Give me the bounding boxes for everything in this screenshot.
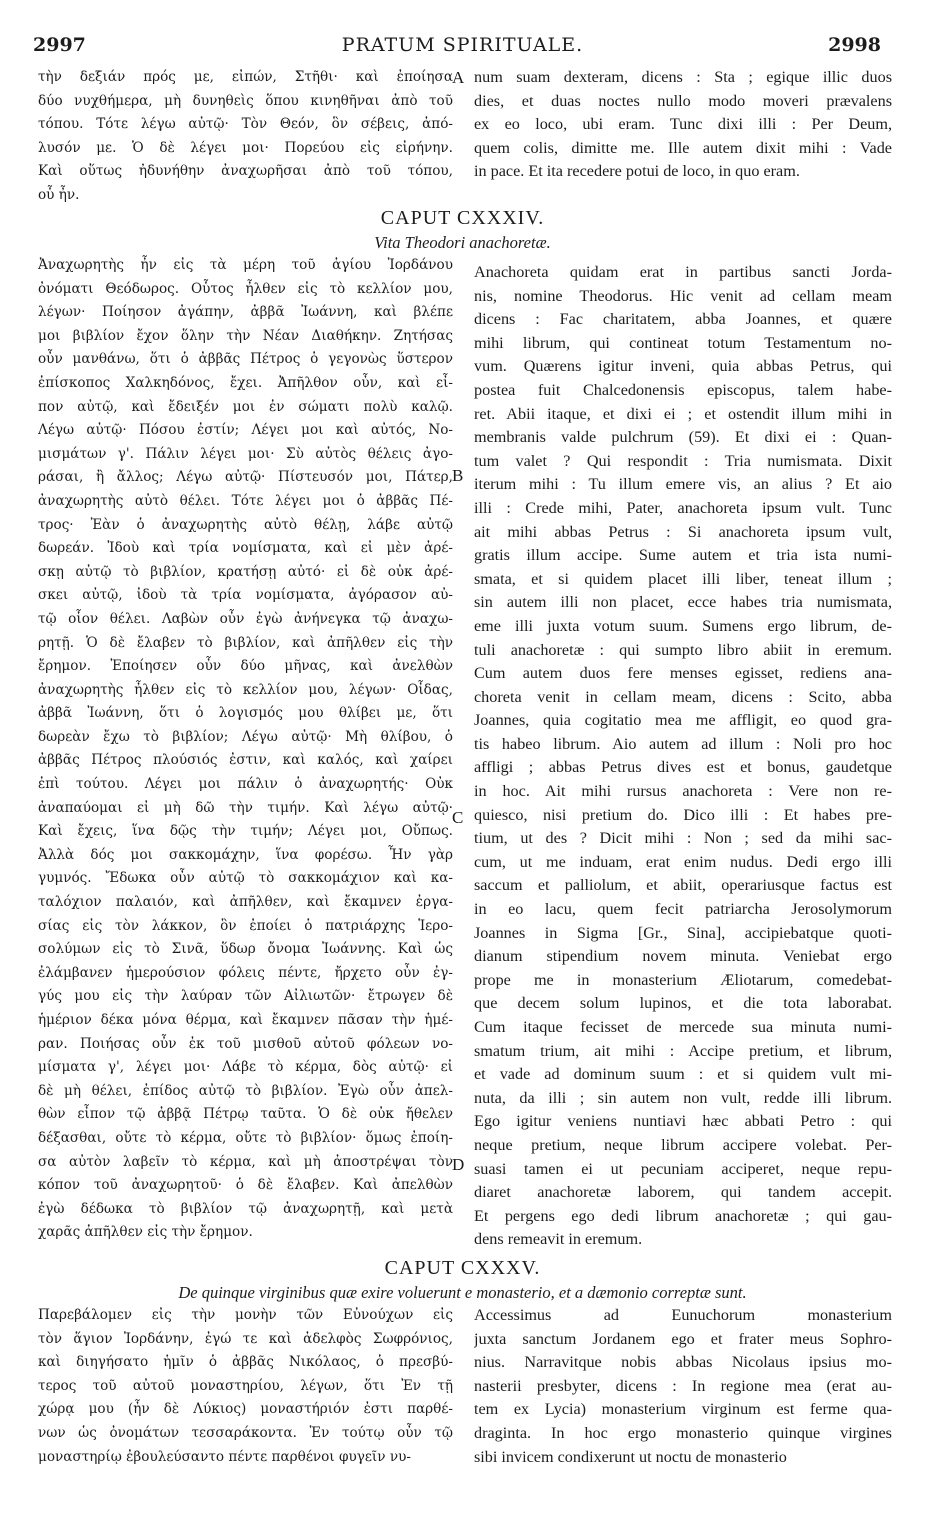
text-line: δωρεὰν ἔχω τὸ βιβλίον; Λέγω αὐτῷ· Μὴ θλίβου, ὁ [38,728,453,745]
text-line: δὲ μὴ θέλει, ἐπίδος αὐτῷ τὸ βιβλίον. Ἐγὼ οὖν ἀπελ- [38,1082,453,1099]
text-line: σα αὐτὸν λαβεῖν τὸ κέρμα, καὶ μὴ ἀποστρέψαι τὸν [38,1153,453,1170]
chapter-134-subtitle: Vita Theodori anachoretæ. [374,233,551,252]
chapter-135-greek-column [38,1304,453,1469]
text-line: ἔρημον. Ἐποίησεν οὖν δύο μῆνας, καὶ ἀνελθὼν [38,658,453,675]
text-line: τρος· Ἐὰν ὁ ἀναχωρητὴς αὐτὸ θέλῃ, λάβε αὐτῷ [38,516,453,533]
text-line: ait mihi abbas Petrus : Si anachoreta ipsum vult, [474,522,892,541]
text-line: Καὶ ἔχεις, ἵνα δῷς τὴν τιμήν; Λέγει μοι, Οὔπως. [38,823,453,840]
text-line: δύο νυχθήμερα, μὴ δυνηθεὶς ὅπου κινηθῆναι ἀπὸ τοῦ [38,92,453,109]
text-line: dens remeavit in eremum. [474,1230,643,1249]
text-line: sin autem illi non placet, ecce habes tria numismata, [474,593,892,612]
text-line: tium, ut des ? Dicit mihi : Non ; sed da mihi sac- [474,829,892,848]
margin-marker-a: A [452,68,465,87]
text-line: ἐπίσκοπος Χαλκηδόνος, ἔχει. Ἀπῆλθον οὖν, καὶ εἶ- [38,374,453,391]
top-latin-column [474,66,892,184]
text-line: λυσόν με. Ὁ δὲ λέγει μοι· Πορεύου εἰς εἰρήνην. [38,139,453,156]
text-line: nuta, da illi ; sin autem non vult, redde illi librum. [474,1088,892,1107]
text-line: δέξασθαι, οὔτε τὸ κέρμα, οὔτε τὸ βιβλίον· ὅμως ἐποίη- [38,1129,453,1146]
text-line: μίσματα γ', λέγει μοι· Λάβε τὸ κέρμα, δὸς αὐτῷ· εἰ [38,1059,453,1076]
text-line: Joannes in Sigma [Gr., Sina], accipiebatque quoti- [474,923,892,942]
text-line: ἐπὶ τούτου. Λέγει μοι πάλιν ὁ ἀναχωρητής· Οὐκ [38,776,453,793]
text-line: in eo lacu, quem fecit patriarcha Jerosolymorum [474,900,892,919]
text-line: affligi ; abbas Petrus dives est et bonus, gaudetque [474,758,892,777]
text-line: ἐλάμβανεν ἡμερούσιον φόλεις πέντε, ἤρχετο οὖν ἐγ- [38,964,453,981]
text-line: σολύμων εἰς τὸ Σινᾶ, ὕδωρ ὄνομα Ἰωάννης. Καὶ ὡς [38,941,453,958]
text-line: dicens : Fac charitatem, abba Joannes, et quære [474,310,892,329]
text-line: τὸν ἅγιον Ἰορδάνην, ἐγώ τε καὶ ἀδελφὸς Σωφρόνιος, [38,1330,453,1347]
page-number-right: 2998 [828,34,881,56]
text-line: ἀββᾶς Πέτρος πλούσιός ἐστιν, καὶ καλός, καὶ χαίρει [38,752,453,769]
text-line: ex eo loco, ubi eram. Tunc dixi illi : Per Deum, [474,115,892,134]
text-line: Ἀλλὰ δός μοι σακκομάχην, ἵνα φορέσω. Ἦν γὰρ [38,846,453,863]
text-line: μισμάτων γ'. Πάλιν λέγει μοι· Σὺ αὐτὸς θέλεις ἀγο- [38,445,453,462]
page-number-left: 2997 [33,34,86,56]
text-line: ἡμέριον δέκα μόνα θέρμα, καὶ ἔκαμνεν πᾶσαν τὴν ἡμέ- [38,1012,453,1028]
chapter-135-subtitle: De quinque virginibus quæ exire voluerunt e monasterio, et a dæmonio correptæ sunt. [178,1283,747,1302]
text-line: σίας εἰς τὸν λάκκον, ὃν ἐποίει ὁ πατριάρχης Ἱερο- [38,917,453,934]
text-line: πον αὐτῷ, καὶ ἔδειξέν μοι ἐν σώματι πολὺ καλῷ. [38,398,453,415]
text-line: δωρεάν. Ἰδοὺ καὶ τρία νομίσματα, καὶ εἰ μὲν ἀρέ- [38,540,453,557]
text-line: ραν. Ποιήσας οὖν ἐκ τοῦ μισθοῦ αὐτοῦ φόλεων νο- [38,1035,453,1052]
text-line: λέγων· Ποίησον ἀγάπην, ἀββᾶ Ἰωάννη, καὶ βλέπε [38,304,453,321]
text-line: ἐγὼ δέδωκα τὸ βιβλίον τῷ ἀναχωρητῇ, καὶ μετὰ [38,1200,453,1217]
text-line: Cum autem duos fere menses egisset, rediens ana- [474,664,892,683]
text-line: ἀναπαύομαι εἰ μὴ δῶ τὴν τιμήν. Καὶ λέγω αὐτῷ· [38,799,453,816]
text-line: τόπου. Τότε λέγω αὐτῷ· Τὸν Θεόν, ὃν σέβεις, ἀπό- [38,116,453,133]
text-line: καὶ διηγήσατο ἡμῖν ὁ ἀββᾶς Νικόλαος, ὁ πρεσβύ- [38,1354,453,1371]
text-line: ὀνόματι Θεόδωρος. Οὗτος ἦλθεν εἰς τὸ κελλίον μου, [38,280,453,297]
text-line: Παρεβάλομεν εἰς τὴν μονὴν τῶν Εὐνούχων εἰς [38,1307,453,1323]
text-line: tum valet ? Qui respondit : Tria numismata. Dixit [474,451,892,470]
text-line: membranis valde pulchrum (59). Et dixi ei : Quan- [474,428,892,447]
text-line: χώρᾳ μου (ἦν δὲ Λύκιος) μοναστήριόν ἐστι παρθέ- [38,1401,453,1418]
text-line: cum, ut me induam, erat enim nudus. Dedi ergo illi [474,852,892,871]
text-line: choreta venit in cellam meam, dicens : Scito, abba [474,687,892,706]
text-line: Ego igitur veniens nuntiavi hæc abbati Petro : qui [474,1112,892,1131]
text-line: σκει αὐτῷ, ἰδοὺ τὰ τρία νομίσματα, ἀγόρασον αὐ- [38,587,453,604]
text-line: ἀναχωρητὴς ἦλθεν εἰς τὸ κελλίον μου, λέγων· Οἶδας, [38,681,453,698]
text-line: tuli anachoretæ : qui sumpto libro abiit in eremum. [474,640,892,659]
text-line: quem colis, dimitte me. Ille autem dixit mihi : Vade [474,138,892,157]
text-line: Accessimus ad Eunuchorum monasterium [474,1306,892,1324]
chapter-135-title: CAPUT CXXXV. [384,1257,541,1279]
text-line: eme illi juxta votum suum. Sumens ergo librum, de- [474,616,892,635]
text-line: gratis illum accipe. Sume autem et tria ista numi- [474,546,892,565]
text-line: τὴν δεξιάν πρός με, εἰπών, Στῆθι· καὶ ἐποίησα [38,69,453,85]
text-line: Λέγω αὐτῷ· Πόσου ἐστίν; Λέγει μοι καὶ αὐτός, Νο- [38,422,453,439]
text-line: τῷ οἷον θέλει. Λαβὼν οὖν ἐγὼ ἀνήνεγκα τῷ ἀναχω- [38,610,453,627]
text-line: tem ex Lycia) monasterium virginum est ferme qua- [474,1400,892,1419]
text-line: τερος τοῦ αὐτοῦ μοναστηρίου, λέγων, ὅτι Ἐν τῇ [38,1377,453,1394]
text-line: que decem solum lupinos, et die tota laborabat. [474,994,892,1013]
margin-marker-d: D [452,1155,465,1174]
text-line: mihi librum, qui contineat totum Testamentum no- [474,333,892,352]
text-line: κόπον τοῦ ἀναχωρητοῦ· ὁ δὲ ἔλαβεν. Καὶ ἀπελθὼν [38,1177,453,1194]
text-line: ρητῇ. Ὁ δὲ ἔλαβεν τὸ βιβλίον, καὶ ἀπῆλθεν εἰς τὴν [38,634,453,651]
text-line: num suam dexteram, dicens : Sta ; egique illic duos [474,68,892,86]
text-line: Et pergens ego dedi librum anachoretæ ; qui gau- [474,1206,892,1225]
text-line: draginta. In hoc ergo monasterio quinque virgines [474,1423,892,1442]
text-line: Cum itaque fecisset de mercede sua minuta numi- [474,1018,892,1036]
text-line: vum. Quærens igitur inveni, quia abbas Petrus, qui [474,357,892,376]
text-line: quiesco, nisi pretium do. Dico illi : Et habes pre- [474,805,892,824]
text-line: dies, et duas noctes nullo modo moveri prævalens [474,91,892,110]
text-line: in pace. Et ita recedere potui de loco, in quo eram. [474,162,800,181]
running-title: PRATUM SPIRITUALE. [341,34,584,56]
top-greek-column [38,66,453,208]
text-line: ἀναχωρητὴς αὐτὸ θέλει. Τότε λέγει μοι ὁ ἀββᾶς Πέ- [38,492,453,509]
text-line: θὼν εἶπον τῷ ἀββᾷ Πέτρῳ ταῦτα. Ὁ δὲ οὐκ ἤθελεν [38,1106,453,1123]
text-line: μοναστηρίῳ ἐβουλεύσαντο πέντε παρθένοι φυγεῖν νυ- [38,1448,411,1465]
text-line: neque pretium, neque librum accipere volebat. Per- [474,1135,892,1154]
text-line: ράσαι, ἢ ἄλλος; Λέγω αὐτῷ· Πίστευσόν μοι, Πάτερ, [38,469,453,486]
text-line: postea fuit Chalcedonensis episcopus, talem habe- [474,380,892,399]
text-line: οὗ ἦν. [38,186,80,203]
text-line: σκῃ αὐτῷ τὸ βιβλίον, κρατήσῃ αὐτό· εἰ δὲ οὐκ ἀρέ- [38,563,453,580]
text-line: νων ὡς ὀνομάτων τεσσαράκοντα. Ἐν τούτῳ οὖν τῷ [38,1424,453,1441]
text-line: tis habeo librum. Aio autem ad illum : Noli pro hoc [474,734,892,753]
text-line: ἀββᾶ Ἰωάννη, ὅτι ὁ λογισμός μου θλίβει με, ὅτι [38,705,453,722]
text-line: suasi tamen ei ut pecuniam acciperet, neque repu- [474,1159,892,1178]
text-line: μοι βιβλίον ἔχον ὅλην τὴν Νέαν Διαθήκην. Ζητήσας [38,327,453,344]
text-line: dianum stipendium novem minuta. Veniebat ergo [474,947,892,966]
text-line: ταλόχιον παλαιόν, καὶ ἀπῆλθεν, καὶ ἔκαμνεν ἐργα- [38,894,453,911]
text-line: illi : Crede mihi, Pater, anachoreta ipsum vult. Tunc [474,498,892,517]
margin-marker-c: C [452,808,464,827]
text-line: juxta sanctum Jordanem ego et frater meus Sophro- [474,1329,892,1348]
text-line: ret. Abii itaque, et dixi ei ; et ostendit illum mihi in [474,404,892,423]
text-line: Καὶ οὕτως ἠδυνήθην ἀναχωρῆσαι ἀπὸ τοῦ τόπου, [38,163,453,180]
text-line: saccum et palliolum, et abiit, operariusque factus est [474,876,892,895]
text-line: et vade ad dominum suum : et si quidem vult mi- [474,1065,892,1084]
text-line: iterum mihi : Tu illum emere vis, an alius ? Et aio [474,475,892,494]
text-line: χαρᾶς ἀπῆλθεν εἰς τὴν ἔρημον. [38,1224,253,1241]
text-line: nius. Narravitque nobis abbas Nicolaus ipsius mo- [474,1353,892,1372]
text-line: smatum trium, ait mihi : Accipe pretium, et librum, [474,1041,892,1060]
text-line: Anachoreta quidam erat in partibus sancti Jorda- [474,263,892,281]
margin-marker-b: B [452,466,464,485]
text-line: in hoc. Ait mihi rursus anachoreta : Vere non re- [474,782,892,801]
text-line: οὖν μανθάνω, ὅτι ὁ ἀββᾶς Πέτρος ὁ γεγονὼς ὕστερον [38,351,453,368]
text-line: smata, et si quidem placet illi liber, teneat illum ; [474,569,892,588]
text-line: nis, nomine Theodorus. Hic venit ad cellam meam [474,286,892,305]
chapter-134-greek-column [38,254,453,1245]
text-line: γυμνός. Ἔδωκα οὖν αὐτῷ τὸ σακκομάχιον καὶ κα- [38,870,453,887]
text-line: Joannes, quia cogitatio mea me affligit, eo quod gra- [474,711,892,730]
text-line: nasterii presbyter, dicens : In regione mea (erat au- [474,1376,892,1395]
text-line: γύς μου εἰς τὴν λαύραν τῶν Αἰλιωτῶν· ἔτρωγεν δὲ [38,988,453,1005]
chapter-134-latin-column [474,261,892,1252]
chapter-134-title: CAPUT CXXXIV. [380,207,545,229]
text-line: Ἀναχωρητὴς ἦν εἰς τὰ μέρη τοῦ ἁγίου Ἰορδάνου [38,257,453,273]
text-line: prope me in monasterium Æliotarum, comedebat- [474,970,892,989]
chapter-135-latin-column [474,1304,892,1469]
text-line: sibi invicem condixerunt ut noctu de monasterio [474,1447,787,1466]
text-line: diaret anachoretæ laborem, qui tandem accepit. [474,1183,892,1202]
